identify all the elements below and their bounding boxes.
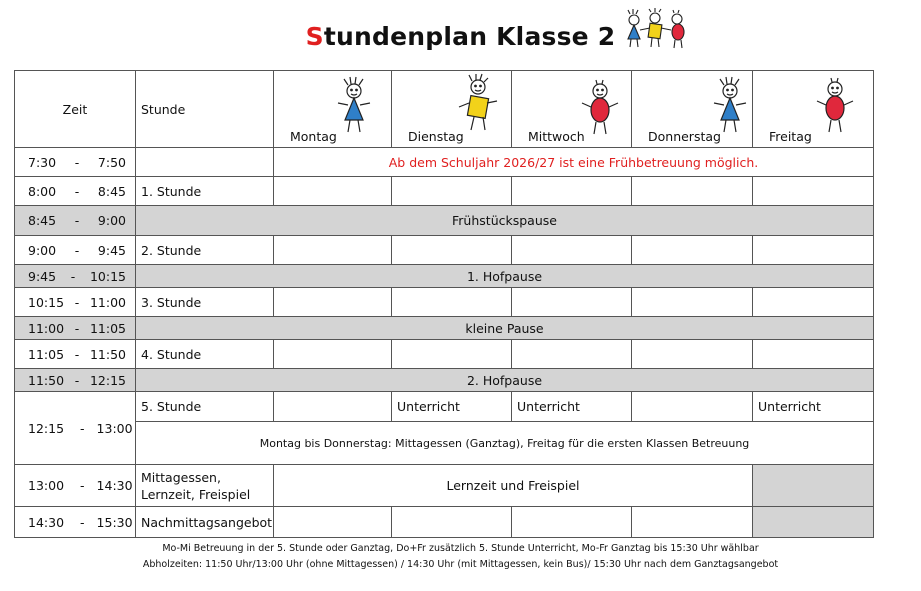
slot-dienstag [392, 507, 512, 538]
row-1215 [15, 392, 874, 422]
row-1300 [15, 465, 874, 507]
break-cell [136, 317, 874, 340]
time-dash: - [80, 514, 85, 530]
footer-line2-text: Abholzeiten: 11:50 Uhr/13:00 Uhr (ohne Mittagessen) / 14:30 Uhr (mit Mittagessen, kein Bus)/ 15:30 Uhr nach dem Ganztagsangebot [142, 559, 779, 570]
slot-montag [274, 507, 392, 538]
lesson-cell [136, 148, 274, 177]
break-label: 1. Hofpause [466, 268, 543, 284]
time-to: 9:45 [97, 242, 126, 258]
lesson-cell [136, 236, 274, 265]
time-from: 10:15 [28, 294, 65, 310]
time-from: 11:00 [28, 320, 65, 336]
header-zeit-label: Zeit [62, 101, 88, 117]
time-to: 10:15 [89, 268, 126, 284]
freeplay-cell [274, 465, 753, 507]
child-red-shirt-icon [580, 77, 620, 137]
lesson-cell [136, 392, 274, 422]
day-label-donnerstag: Donnerstag [648, 129, 721, 144]
time-to: 8:45 [97, 183, 126, 199]
time-from: 9:00 [28, 242, 57, 258]
slot-dienstag [392, 288, 512, 317]
row-1150 [15, 369, 874, 392]
row-0945 [15, 265, 874, 288]
header-zeit [15, 71, 136, 148]
time-from: 14:30 [28, 514, 65, 530]
slot-dienstag [392, 236, 512, 265]
time-cell [15, 392, 136, 465]
slot-montag [274, 177, 392, 206]
time-dash: - [74, 242, 80, 258]
slot-mittwoch [512, 288, 632, 317]
time-from: 12:15 [28, 420, 65, 436]
time-cell [15, 340, 136, 369]
lesson-cell [136, 340, 274, 369]
kids-group-icon [622, 8, 702, 56]
lesson-label: 3. Stunde [141, 294, 202, 310]
girl-blue-dress-icon [334, 75, 374, 137]
time-from: 8:00 [28, 183, 57, 199]
slot-text: Unterricht [397, 399, 460, 414]
time-from: 8:45 [28, 213, 57, 228]
break-label: Frühstückspause [452, 213, 557, 228]
lesson-cell [136, 177, 274, 206]
slot-text: Unterricht [758, 399, 821, 414]
lesson-label: 4. Stunde [141, 346, 202, 362]
slot-donnerstag [632, 507, 753, 538]
lesson-label-line1: Mittagessen, [141, 469, 221, 485]
time-dash: - [70, 268, 76, 284]
time-from: 13:00 [28, 478, 65, 493]
child-red-shirt-icon [815, 75, 855, 135]
slot-mittwoch [512, 392, 632, 422]
slot-freitag [753, 288, 874, 317]
page-title [0, 22, 921, 51]
lesson-cell [136, 288, 274, 317]
time-from: 11:05 [28, 346, 65, 362]
time-to: 12:15 [89, 372, 126, 388]
title-initial: S [305, 22, 324, 51]
row-1430 [15, 507, 874, 538]
time-dash: - [74, 346, 80, 362]
time-dash: - [74, 183, 80, 199]
break-cell [136, 206, 874, 236]
slot-montag [274, 288, 392, 317]
header-day-dienstag [392, 71, 512, 148]
time-cell [15, 265, 136, 288]
child-yellow-shirt-icon [456, 73, 500, 135]
header-stunde [136, 71, 274, 148]
row-0800 [15, 177, 874, 206]
time-from: 9:45 [28, 268, 57, 284]
header-day-montag [274, 71, 392, 148]
time-cell [15, 177, 136, 206]
girl-blue-dress-icon [710, 75, 750, 137]
lesson-cell [136, 465, 274, 507]
break-label: kleine Pause [465, 320, 544, 336]
header-day-donnerstag [632, 71, 753, 148]
row-1015 [15, 288, 874, 317]
time-cell [15, 507, 136, 538]
slot-donnerstag [632, 177, 753, 206]
time-to: 14:30 [96, 478, 133, 493]
slot-mittwoch [512, 340, 632, 369]
time-to: 11:05 [89, 320, 126, 336]
time-dash: - [74, 320, 80, 336]
slot-text: Unterricht [517, 399, 580, 414]
row-1215-note [15, 422, 874, 465]
time-cell [15, 236, 136, 265]
slot-dienstag [392, 392, 512, 422]
slot-donnerstag [632, 392, 753, 422]
day-label-dienstag: Dienstag [408, 129, 464, 144]
time-dash: - [74, 294, 80, 310]
footer-note-2 [0, 559, 921, 570]
early-care-note-text: Ab dem Schuljahr 2026/27 ist eine Frühbetreuung möglich. [388, 154, 759, 170]
slot-freitag-grey [753, 507, 874, 538]
lunch-note [136, 422, 874, 465]
slot-montag [274, 236, 392, 265]
row-1105 [15, 340, 874, 369]
time-cell [15, 148, 136, 177]
lunch-note-text: Montag bis Donnerstag: Mittagessen (Ganztag), Freitag für die ersten Klassen Betreuung [259, 436, 750, 450]
row-0900 [15, 236, 874, 265]
time-dash: - [80, 420, 85, 436]
slot-dienstag [392, 177, 512, 206]
row-1100 [15, 317, 874, 340]
time-cell [15, 317, 136, 340]
time-cell [15, 288, 136, 317]
footer-line1-text: Mo-Mi Betreuung in der 5. Stunde oder Ganztag, Do+Fr zusätzlich 5. Stunde Unterricht, Mo-Fr Ganztag bis 15:30 Uhr wählbar [162, 543, 759, 554]
lesson-label: 2. Stunde [141, 242, 202, 258]
slot-freitag [753, 177, 874, 206]
slot-mittwoch [512, 236, 632, 265]
slot-donnerstag [632, 288, 753, 317]
lesson-label: 5. Stunde [141, 399, 202, 414]
header-day-mittwoch [512, 71, 632, 148]
header-day-freitag [753, 71, 874, 148]
footer-note-1 [0, 543, 921, 554]
time-cell [15, 369, 136, 392]
time-to: 15:30 [96, 514, 133, 530]
title-rest: tundenplan Klasse 2 [323, 22, 616, 51]
day-label-freitag: Freitag [769, 129, 812, 144]
day-label-montag: Montag [290, 129, 337, 144]
time-from: 7:30 [28, 154, 57, 170]
header-row [15, 71, 874, 148]
lesson-label: 1. Stunde [141, 183, 202, 199]
slot-freitag [753, 236, 874, 265]
time-to: 11:50 [89, 346, 126, 362]
time-dash: - [74, 372, 80, 388]
slot-mittwoch [512, 507, 632, 538]
freeplay-text: Lernzeit und Freispiel [446, 478, 580, 493]
time-to: 11:00 [89, 294, 126, 310]
lesson-label-line2: Lernzeit, Freispiel [141, 486, 251, 502]
slot-freitag [753, 392, 874, 422]
slot-donnerstag [632, 236, 753, 265]
break-cell [136, 369, 874, 392]
row-0730 [15, 148, 874, 177]
timetable [14, 70, 874, 538]
slot-donnerstag [632, 340, 753, 369]
lesson-cell [136, 507, 274, 538]
time-dash: - [80, 478, 85, 493]
time-from: 11:50 [28, 372, 65, 388]
time-dash: - [74, 213, 80, 228]
time-to: 7:50 [97, 154, 126, 170]
lesson-label: Nachmittagsangebot [141, 514, 273, 530]
slot-freitag [753, 340, 874, 369]
time-cell [15, 465, 136, 507]
time-dash: - [74, 154, 80, 170]
slot-montag [274, 392, 392, 422]
slot-freitag-grey [753, 465, 874, 507]
break-cell [136, 265, 874, 288]
slot-mittwoch [512, 177, 632, 206]
early-care-note [274, 148, 874, 177]
row-0845 [15, 206, 874, 236]
time-cell [15, 206, 136, 236]
time-to: 9:00 [97, 213, 126, 228]
break-label: 2. Hofpause [466, 372, 543, 388]
slot-dienstag [392, 340, 512, 369]
day-label-mittwoch: Mittwoch [528, 129, 585, 144]
slot-montag [274, 340, 392, 369]
time-to: 13:00 [96, 420, 133, 436]
header-stunde-label: Stunde [141, 101, 186, 117]
